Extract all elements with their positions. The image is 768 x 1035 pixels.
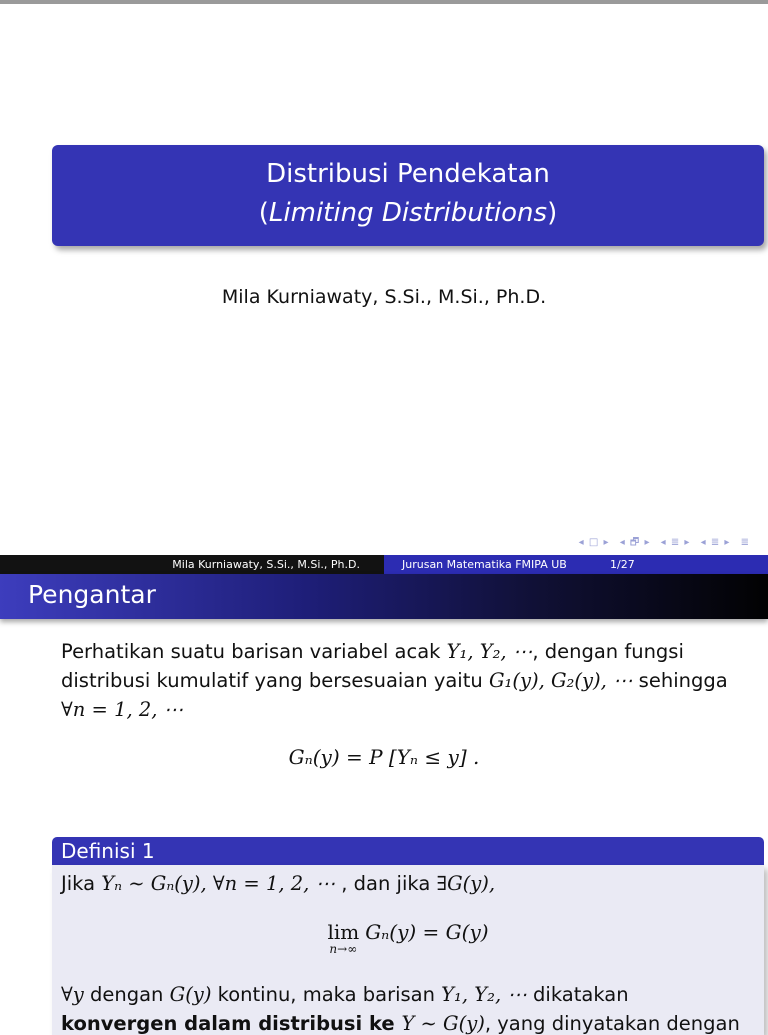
para-math-forall: ∀n = 1, 2, ⋯ <box>61 698 184 721</box>
lim-subscript: n→∞ <box>329 942 358 956</box>
nav-menu-icon[interactable]: ≣ <box>740 537 750 548</box>
footer-institution: Jurusan Matematika FMIPA UB <box>402 558 567 571</box>
beamer-navigation[interactable] <box>573 535 750 552</box>
footer-author: Mila Kurniawaty, S.Si., M.Si., Ph.D. <box>172 558 360 571</box>
def-math-6: Y ∼ G(y) <box>401 1012 485 1035</box>
definition-body <box>52 865 764 1035</box>
subtitle-open-paren: ( <box>258 198 269 228</box>
cdf-equation: Gₙ(y) = P [Yₙ ≤ y] . <box>288 745 480 769</box>
author-name: Mila Kurniawaty, S.Si., M.Si., Ph.D. <box>221 286 547 308</box>
definition-header <box>52 837 764 865</box>
para-text-3: sehingga <box>632 669 728 692</box>
def-text-5: dikatakan <box>526 983 629 1006</box>
slide-subtitle <box>52 198 764 228</box>
def-bold-term: konvergen dalam distribusi ke <box>61 1012 402 1035</box>
def-text-2: , dan jika <box>335 872 437 895</box>
nav-frame-icon[interactable]: ◂ □ ▸ <box>578 537 610 548</box>
para-math-sequence: Y₁, Y₂, ⋯ <box>446 640 533 663</box>
def-text-4: kontinu, maka barisan <box>211 983 442 1006</box>
def-text-3: dengan <box>83 983 170 1006</box>
intro-paragraph <box>61 637 751 724</box>
def-math-5: Y₁, Y₂, ⋯ <box>441 983 527 1006</box>
lim-label: lim <box>327 920 360 944</box>
definition-line-3 <box>61 983 629 1006</box>
def-math-3: ∀y <box>61 983 84 1006</box>
slide-footer <box>0 555 768 574</box>
frame-title: Pengantar <box>28 580 156 609</box>
title-block <box>52 145 764 246</box>
footer-left <box>0 555 384 574</box>
def-math-4: G(y) <box>169 983 212 1006</box>
def-text-6: , yang dinyatakan dengan <box>484 1012 740 1035</box>
nav-document-icon[interactable]: ◂ ≣ ▸ <box>700 537 731 548</box>
limit-operator <box>327 920 359 956</box>
limit-rhs: Gₙ(y) = G(y) <box>365 920 489 944</box>
limit-equation <box>52 920 764 956</box>
definition-line-1 <box>61 872 495 895</box>
def-math-2: ∃G(y), <box>436 872 496 895</box>
slide-title: Distribusi Pendekatan <box>266 159 550 189</box>
footer-page-number: 1/27 <box>610 558 635 571</box>
frame-title-bar <box>0 574 768 619</box>
top-border <box>0 0 768 4</box>
nav-section-icon[interactable]: ◂ ≣ ▸ <box>660 537 691 548</box>
subtitle-italic: Limiting Distributions <box>268 198 548 228</box>
footer-right <box>384 555 768 574</box>
para-text-2: , dengan fungsi distribusi kumulatif yang bersesuaian yaitu <box>61 640 684 692</box>
definition-title: Definisi 1 <box>61 839 155 863</box>
def-math-1: Yₙ ∼ Gₙ(y), ∀n = 1, 2, ⋯ <box>101 872 336 895</box>
def-text-1: Jika <box>61 872 102 895</box>
subtitle-close-paren: ) <box>547 198 558 228</box>
nav-subsection-icon[interactable]: ◂ 🗗 ▸ <box>619 537 651 548</box>
para-math-cdfs: G₁(y), G₂(y), ⋯ <box>488 669 633 692</box>
para-text-1: Perhatikan suatu barisan variabel acak <box>61 640 447 663</box>
